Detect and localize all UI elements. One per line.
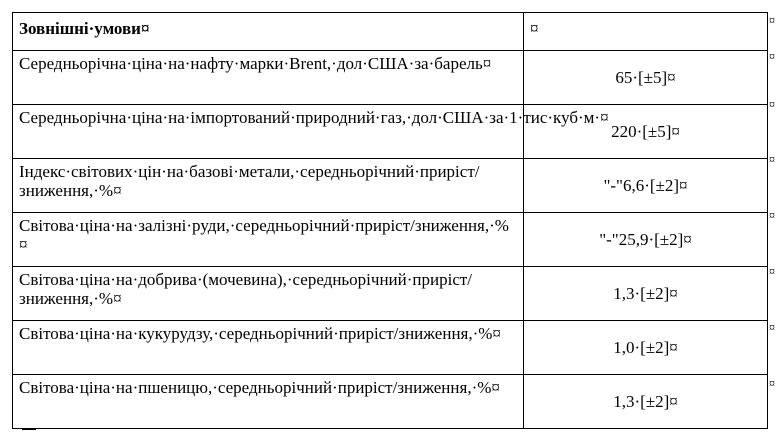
table-row [13, 375, 768, 429]
indicator-label-cell: Середньорічна·ціна·на·імпортований·природний·газ,·дол·США·за·1·тис·куб·м·¤ [13, 105, 524, 159]
indicator-value-cell: 1,3·[±2]¤ [524, 375, 768, 429]
indicator-value-cell: "-"6,6·[±2]¤ [524, 159, 768, 213]
row-end-mark: ¤ [769, 97, 775, 111]
table-row [13, 51, 768, 105]
external-conditions-table [12, 12, 768, 429]
table-row [13, 321, 768, 375]
row-end-mark: ¤ [769, 13, 775, 27]
indicator-label-cell: Світова·ціна·на·залізні·руди,·середньорічний·приріст/зниження,·%¤ [13, 213, 524, 267]
indicator-value-cell: 1,3·[±2]¤ [524, 267, 768, 321]
indicator-value-cell: 220·[±5]¤ [524, 105, 768, 159]
row-end-mark: ¤ [769, 208, 775, 222]
row-end-mark: ¤ [769, 49, 775, 63]
header-label-cell: Зовнішні·умови¤ [13, 13, 524, 51]
table-row [13, 267, 768, 321]
paragraph-fragment [22, 428, 36, 430]
table-row [13, 159, 768, 213]
table-header-row [13, 13, 768, 51]
table-row [13, 105, 768, 159]
indicator-value-cell: 1,0·[±2]¤ [524, 321, 768, 375]
row-end-mark: ¤ [769, 320, 775, 334]
row-end-mark: ¤ [769, 152, 775, 166]
row-end-mark: ¤ [769, 376, 775, 390]
indicator-value-cell: "-"25,9·[±2]¤ [524, 213, 768, 267]
indicator-label-cell: Світова·ціна·на·добрива·(мочевина),·середньорічний·приріст/зниження,·%¤ [13, 267, 524, 321]
header-value-cell: ¤ [524, 13, 768, 51]
indicator-label-cell: Індекс·світових·цін·на·базові·метали,·середньорічний·приріст/зниження,·%¤ [13, 159, 524, 213]
indicator-value-cell: 65·[±5]¤ [524, 51, 768, 105]
indicator-label-cell: Світова·ціна·на·кукурудзу,·середньорічний·приріст/зниження,·%¤ [13, 321, 524, 375]
indicator-label-cell: Світова·ціна·на·пшеницю,·середньорічний·приріст/зниження,·%¤ [13, 375, 524, 429]
indicator-label-cell: Середньорічна·ціна·на·нафту·марки·Brent,·дол·США·за·барель¤ [13, 51, 524, 105]
table-row [13, 213, 768, 267]
row-end-mark: ¤ [769, 264, 775, 278]
